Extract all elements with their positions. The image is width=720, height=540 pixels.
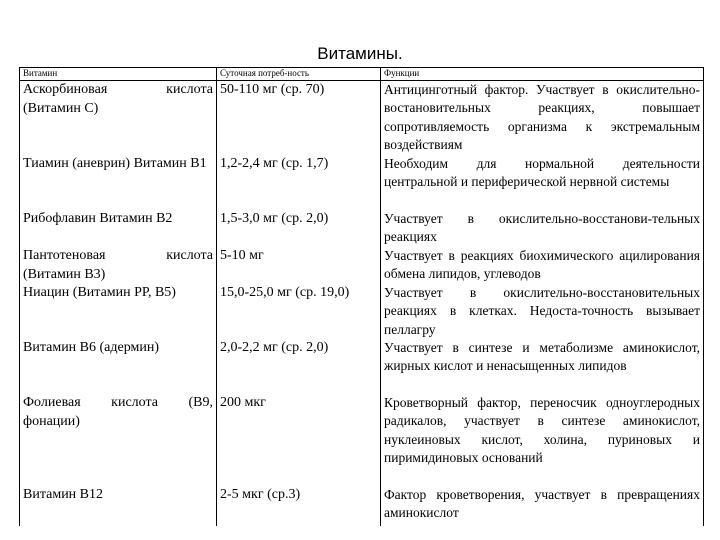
function-cell: Участвует в реакциях биохимического ацилирования обмена липидов, углеводов bbox=[381, 247, 704, 284]
function-cell: Необходим для нормальной деятельности центральной и периферической нервной системы bbox=[381, 155, 704, 210]
vitamin-cell: Рибофлавин Витамин В2 bbox=[20, 210, 217, 247]
table-row bbox=[20, 210, 704, 247]
table-row bbox=[20, 155, 704, 210]
function-cell: Участвует в окислительно-восстановительных реакциях в клетках. Недоста-точность вызывает пеллагру bbox=[381, 284, 704, 339]
dose-cell: 50-110 мг (ср. 70) bbox=[217, 81, 381, 156]
vitamin-cell: Аскорбиновая кислота (Витамин С) bbox=[20, 81, 217, 156]
function-cell: Фактор кроветворения, участвует в превращениях аминокислот bbox=[381, 486, 704, 526]
vitamin-cell: Ниацин (Витамин РР, В5) bbox=[20, 284, 217, 339]
dose-cell: 200 мкг bbox=[217, 394, 381, 486]
page-title: Витамины. bbox=[317, 44, 403, 63]
dose-cell: 5-10 мг bbox=[217, 247, 381, 284]
vitamin-cell: Тиамин (аневрин) Витамин В1 bbox=[20, 155, 217, 210]
table-row bbox=[20, 247, 704, 284]
vitamin-cell: Пантотеновая кислота (Витамин В3) bbox=[20, 247, 217, 284]
header-vitamin: Витамин bbox=[20, 68, 217, 81]
dose-cell: 15,0-25,0 мг (ср. 19,0) bbox=[217, 284, 381, 339]
vitamin-cell: Витамин В12 bbox=[20, 486, 217, 526]
dose-cell: 2-5 мкг (ср.3) bbox=[217, 486, 381, 526]
table-row bbox=[20, 81, 704, 156]
dose-cell: 1,2-2,4 мг (ср. 1,7) bbox=[217, 155, 381, 210]
dose-cell: 2,0-2,2 мг (ср. 2,0) bbox=[217, 339, 381, 394]
vitamin-cell: Фолиевая кислота (В9, фонации) bbox=[20, 394, 217, 486]
function-cell: Участвует в синтезе и метаболизме аминокислот, жирных кислот и ненасыщенных липидов bbox=[381, 339, 704, 394]
table-row bbox=[20, 394, 704, 486]
header-function: Функции bbox=[381, 68, 704, 81]
table-row bbox=[20, 284, 704, 339]
table-header-row bbox=[20, 68, 704, 81]
dose-cell: 1,5-3,0 мг (ср. 2,0) bbox=[217, 210, 381, 247]
function-cell: Кроветворный фактор, переносчик одноуглеродных радикалов, участвует в синтезе аминокислот, нуклеиновых кислот, холина, пуриновых и пиримидиновых оснований bbox=[381, 394, 704, 486]
vitamins-table bbox=[19, 67, 704, 526]
header-dose: Суточная потреб-ность bbox=[217, 68, 381, 81]
table-row bbox=[20, 339, 704, 394]
vitamin-cell: Витамин В6 (адермин) bbox=[20, 339, 217, 394]
function-cell: Участвует в окислительно-восстанови-тельных реакциях bbox=[381, 210, 704, 247]
function-cell: Антицинготный фактор. Участвует в окислительно-востановительных реакциях, повышает сопротивляемость организма к экстремальным воздействиям bbox=[381, 81, 704, 156]
table-row bbox=[20, 486, 704, 526]
